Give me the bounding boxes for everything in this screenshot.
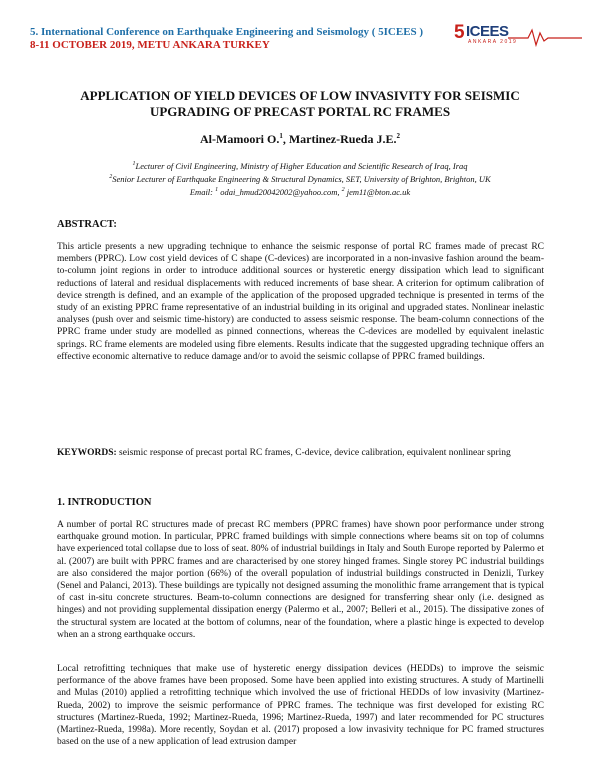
title-line-2: UPGRADING OF PRECAST PORTAL RC FRAMES (149, 104, 451, 119)
email-line: Email: $^1$ odai_hmud20042002@yahoo.com, $^2$ jem11@bton.ac.uk (189, 186, 411, 197)
conference-header (30, 26, 450, 52)
keywords (57, 447, 544, 459)
seismograph-icon (508, 26, 582, 48)
logo-subtitle: ANKARA 2019 (468, 39, 518, 45)
abstract-text: This article presents a new upgrading technique to enhance the seismic response of portal RC frames made of precast RC members (PPRC). Low cost yield devices of C shape (C-devices) are incorporated in a non-invasive fashion around the beam-to-column joint regions in order to introduce additional sources or hysteretic energy dissipation which lead to significant reductions of lateral and residual displacements with reduced increments of base shear. A criterion for optimum calibration of device strength is defined, and an example of the application of the proposed upgraded technique is presented in terms of the study of an existing PPRC frame representative of an industrial building in its original and upgraded states. Nonlinear inelastic analyses (push over and seismic time-history) are conducted to assess seismic response. The beam-column connections of the PPRC frame under study are modelled as pinned connections, whereas the C-devices are modelled by equivalent inelastic springs. RC frame elements are modeled using fibre elements. Results indicate that the suggested upgrading technique offers an effective economic alternative to reduce damage and/or to avoid the seismic collapse of PPRC framed buildings. (57, 242, 544, 362)
conference-logo (454, 22, 582, 50)
author-1-sup: 1 (279, 132, 283, 140)
affiliation-1: $^1$Lecturer of Civil Engineering, Ministry of Higher Education and Scientific Research of Iraq, Iraq (132, 160, 468, 171)
introduction-heading: 1. INTRODUCTION (57, 497, 152, 508)
conference-dates: 8-11 OCTOBER 2019, METU ANKARA TURKEY (30, 39, 270, 51)
introduction-paragraph-1: A number of portal RC structures made of precast RC members (PPRC frames) have shown poor performance under strong earthquake ground motion. In particular, PPRC framed buildings with simple connections where beams sit on top of columns have experienced total collapse due to loss of seat. 80% of industrial buildings in Italy and South Europe reported by Palermo et al. (2007) are built with PPRC frames and are characterised by one storey hinged frames. Single storey PC industrial buildings are also considered the major portion (66%) of the overall population of industrial buildings constructed in Denizli, Turkey (Senel and Palanci, 2013). These buildings are typically not designed assuming the monolithic frame arrangement that is typical of cast in-situ concrete structures. Beam-to-column connections are designed for transferring shear only (i.e. designed as hinges) and not providing supplemental dissipation energy (Palermo et al., 2007; Belleri et al., 2015). The dissipative zones of the structural system are located at the bottom of columns, near of the foundation, where a plastic hinge is expected to develop when an a strong earthquake occurs. (57, 520, 545, 640)
author-separator: , (282, 132, 289, 146)
author-2-sup: 2 (396, 132, 400, 140)
title-line-1: APPLICATION OF YIELD DEVICES OF LOW INVASIVITY FOR SEISMIC (80, 88, 520, 103)
logo-number: 5 (454, 22, 465, 43)
affiliation-2: $^2$Senior Lecturer of Earthquake Engineering & Structural Dynamics, SET, University of Brighton, Brighton, UK (109, 173, 491, 184)
conference-name: 5. International Conference on Earthquake Engineering and Seismology ( 5ICEES ) (30, 26, 424, 38)
introduction-paragraph-2: Local retrofitting techniques that make use of hysteretic energy dissipation devices (HEDDs) to improve the seismic performance of the above frames have been proposed. Some have been applied into existing structures. A study of Martinelli and Mulas (2010) applied a retrofitting technique which involved the use of frictional HEDDs of low invasivity (Martinez-Rueda, 2002) to improve the seismic performance of PPRC frames. The technique was first developed for existing RC structures (Martinez-Rueda, 1992; Martinez-Rueda, 1996; Martinez-Rueda, 1997) and later recommended for PC structures (Martinez-Rueda, 1998a). More recently, Soydan et al. (2017) proposed a low invasivity technique for PC framed structures based on the use of a new application of lead extrusion damper (57, 664, 544, 748)
email-2: jem11@bton.ac.uk (344, 186, 411, 197)
keywords-text: seismic response of precast portal RC frames, C-device, device calibration, equivalent nonlinear spring (116, 448, 511, 458)
email-1: odai_hmud20042002@yahoo.com, (218, 186, 342, 197)
author-2: Martinez-Rueda J.E. (288, 132, 397, 146)
keywords-label: KEYWORDS: (57, 448, 117, 458)
logo-name: ICEES (466, 23, 509, 40)
affiliations (30, 159, 570, 197)
author-1: Al-Mamoori O. (200, 132, 280, 146)
paper-title (30, 88, 570, 120)
abstract-heading: ABSTRACT: (57, 219, 117, 230)
author-list (30, 132, 570, 147)
